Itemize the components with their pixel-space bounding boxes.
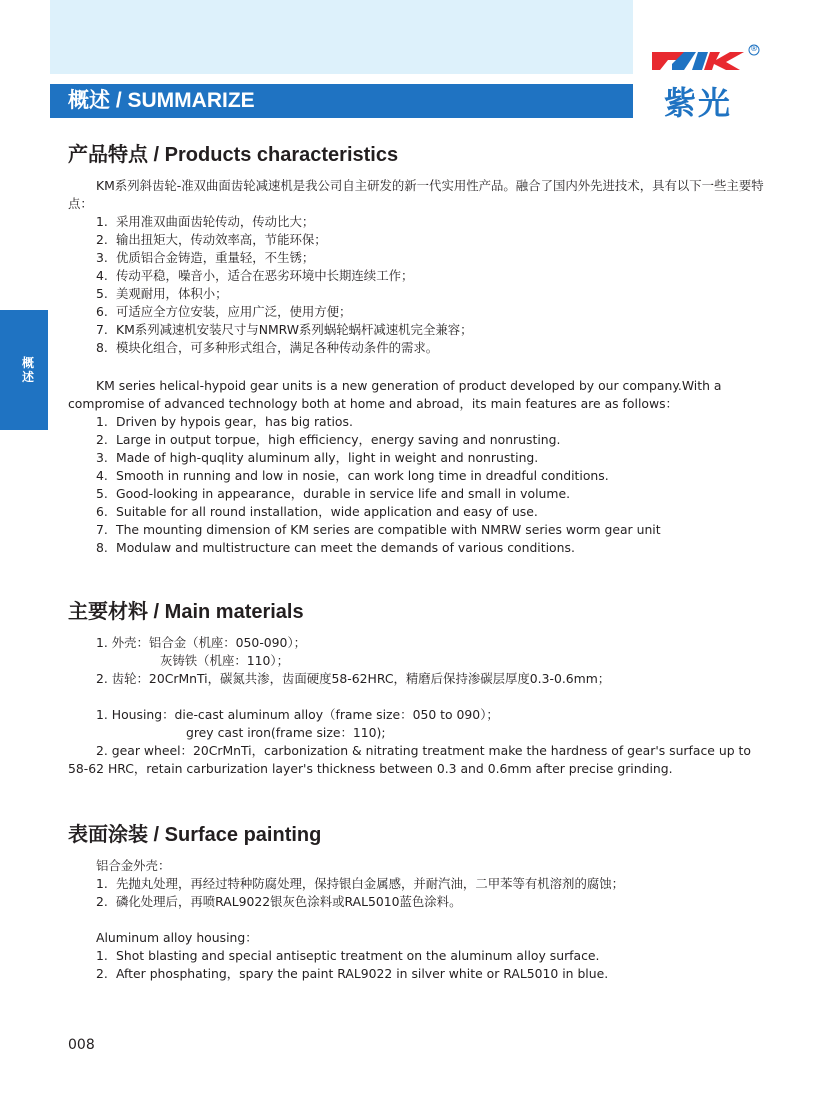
list-item: 2. 磷化处理后，再喷RAL9022银灰色涂料或RAL5010蓝色涂料。 bbox=[96, 894, 462, 909]
page-title: 概述 / SUMMARIZE bbox=[50, 84, 633, 118]
materials-en-gear: 2. gear wheel：20CrMnTi，carbonization & nitrating treatment make the hardness of gear's surface up to 58-62 HRC，retain carburization layer's thickness between 0.3 and 0.6mm after precise grinding. bbox=[68, 743, 751, 776]
materials-cn-housing-alt: 灰铸铁（机座：110）； bbox=[160, 653, 289, 668]
list-item: 8. Modulaw and multistructure can meet the demands of various conditions. bbox=[96, 540, 575, 555]
side-tab-label: 概述 bbox=[22, 356, 35, 384]
materials-cn-gear: 2. 齿轮：20CrMnTi，碳氮共渗，齿面硬度58-62HRC，精磨后保持渗碳层厚度0.3-0.6mm； bbox=[96, 671, 611, 686]
list-item: 5. Good-looking in appearance，durable in service life and small in volume. bbox=[96, 486, 571, 501]
painting-section bbox=[68, 818, 773, 983]
list-item: 3. 优质铝合金铸造，重量轻，不生锈； bbox=[96, 250, 315, 265]
materials-en-housing: 1. Housing：die-cast aluminum alloy（frame size：050 to 090）； bbox=[96, 707, 499, 722]
products-heading: 产品特点 / Products characteristics bbox=[68, 144, 399, 166]
products-section bbox=[68, 138, 773, 557]
list-item: 5. 美观耐用，体积小； bbox=[96, 286, 228, 301]
list-item: 6. 可适应全方位安装，应用广泛，使用方便； bbox=[96, 304, 352, 319]
materials-section bbox=[68, 595, 773, 778]
products-list-cn bbox=[68, 213, 773, 357]
list-item: 7. The mounting dimension of KM series are compatible with NMRW series worm gear unit bbox=[96, 522, 661, 537]
list-item: 1. 采用准双曲面齿轮传动，传动比大； bbox=[96, 214, 315, 229]
products-intro-en: KM series helical-hypoid gear units is a new generation of product developed by our company.With a compromise of advanced technology both at home and abroad，its main features are as follows： bbox=[68, 378, 722, 411]
list-item: 4. 传动平稳，噪音小，适合在恶劣环境中长期连续工作； bbox=[96, 268, 414, 283]
list-item: 4. Smooth in running and low in nosie，can work long time in dreadful conditions. bbox=[96, 468, 609, 483]
list-item: 3. Made of high-quqlity aluminum ally，light in weight and nonrusting. bbox=[96, 450, 539, 465]
brand-name: 紫光 bbox=[664, 84, 733, 122]
products-list-en bbox=[68, 413, 773, 557]
list-item: 6. Suitable for all round installation，wide application and easy of use. bbox=[96, 504, 538, 519]
painting-cn-title: 铝合金外壳： bbox=[96, 858, 171, 873]
list-item: 2. After phosphating，spary the paint RAL9022 in silver white or RAL5010 in blue. bbox=[96, 966, 609, 981]
products-intro-cn: KM系列斜齿轮-准双曲面齿轮减速机是我公司自主研发的新一代实用性产品。融合了国内外先进技术，具有以下一些主要特点： bbox=[68, 178, 764, 211]
list-item: 1. Shot blasting and special antiseptic treatment on the aluminum alloy surface. bbox=[96, 948, 600, 963]
list-item: 1. 先抛丸处理，再经过特种防腐处理，保持银白金属感，并耐汽油，二甲苯等有机溶剂的腐蚀； bbox=[96, 876, 625, 891]
materials-heading: 主要材料 / Main materials bbox=[68, 601, 304, 623]
list-item: 2. 输出扭矩大，传动效率高，节能环保； bbox=[96, 232, 327, 247]
page-number: 008 bbox=[68, 1037, 95, 1053]
list-item: 8. 模块化组合，可多种形式组合，满足各种传动条件的需求。 bbox=[96, 340, 439, 355]
painting-en-title: Aluminum alloy housing： bbox=[96, 930, 258, 945]
materials-en-housing-alt: grey cast iron(frame size：110); bbox=[186, 725, 386, 740]
header-band bbox=[50, 0, 633, 74]
painting-heading: 表面涂装 / Surface painting bbox=[68, 824, 322, 846]
side-tab[interactable] bbox=[0, 310, 48, 430]
brand-logo bbox=[650, 44, 765, 124]
list-item: 7. KM系列减速机安装尺寸与NMRW系列蜗轮蜗杆减速机完全兼容； bbox=[96, 322, 473, 337]
list-item: 1. Driven by hypois gear，has big ratios. bbox=[96, 414, 353, 429]
materials-cn-housing: 1. 外壳：铝合金（机座：050-090）； bbox=[96, 635, 307, 650]
registered-mark: ® bbox=[750, 44, 758, 53]
logo-mark-icon bbox=[650, 44, 765, 80]
list-item: 2. Large in output torpue，high efficiency，energy saving and nonrusting. bbox=[96, 432, 561, 447]
